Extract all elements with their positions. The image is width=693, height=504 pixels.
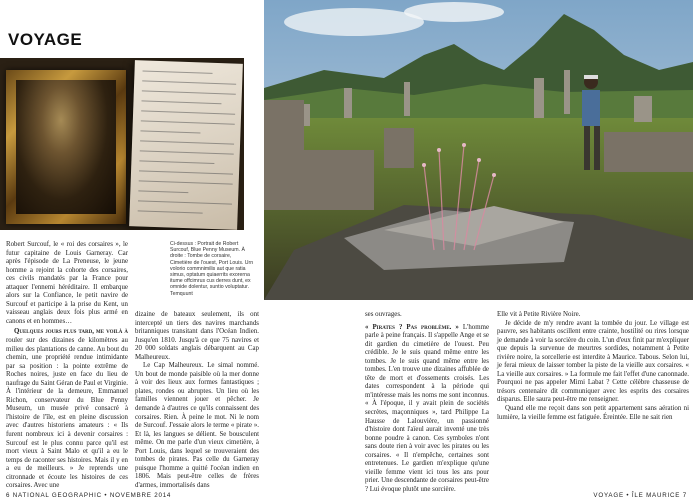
- photo-caption: Ci-dessus : Portrait de Robert Surcouf, Blue Penny Museum. À droite : Tombe de corsaire, Cimetière de l'ouest, Port Louis. Urn volorio commnimilis aut que ratia simus, optatum quiaerrits exorerna itume offcimrus cus derres dunt, ex omnide dolentur, suntio voluptatur. Temquunt: [170, 241, 254, 297]
- paragraph: [6, 328, 128, 490]
- section-title: VOYAGE: [8, 30, 83, 49]
- gilded-frame: [6, 70, 126, 224]
- handwritten-document: [129, 60, 243, 230]
- paragraph: Le Cap Malheureux. Le simal nommé. Un bout de monde paisible où la mer donne à voir des lieux aux formes fantastiques ; plates, rondes ou abruptes. Un lieu où les familles viennent jouer et pêcher. Je demande à d'autres ce qu'ils connaissent des corsaires. Rien. À peine le mot. Ni le nom de Surcouf. J'essaie alors le terme « pirate ». Et là, les langues se délient. Se bousculent même. On me parle d'un vieux cimetière, à Port Louis, dans lequel se trouveraient des tombes de pirates. Pas celle du Garneray puisque l'homme a quitté l'océan indien en 1806. Mais peut-être celles de frères d'armes, immortalisés dans: [135, 362, 259, 489]
- lede: « Pirates ? Pas problème. »: [365, 323, 459, 331]
- text-column-3: [365, 311, 489, 494]
- paragraph: [365, 324, 489, 495]
- paragraph: Quand elle me reçoit dans son petit appartement sans aération ni lumière, la vieille femme est fatiguée. Éreintée. Elle ne sait rien: [497, 405, 689, 421]
- portrait-photo: [0, 58, 244, 230]
- surcouf-portrait: [16, 80, 116, 214]
- paragraph: Elle vit à Petite Rivière Noire.: [497, 311, 581, 318]
- paragraph: Je décide de m'y rendre avant la tombée du jour. Le village est pauvre, ses habitants oscillent entre crainte, hostilité ou rires lorsque je demande à voir la sorcière du coin. L'un d'eux finit par m'expliquer que depuis la survenue de meurtres sordides, notamment à Petite rivière noire, la sorcellerie est interdite à Maurice. Tabous. Selon lui, je ferai mieux de laisser tomber la piste de la vieille aux corsaires. « La vieille aux corsaires. » La formule me fait l'effet d'une canonnade. Pourquoi ne pas appeler Mimi Labat ? Cette célèbre chasseuse de trésors centenaire dit communiquer avec les esprits des corsaires disparus. Elle saura peut-être me renseigner.: [497, 319, 689, 404]
- cemetery-photo: [264, 0, 693, 300]
- paragraph-text: L'homme parle à peine français. Il s'appelle Ange et se dit gardien du cimetière de l'ouest. Peu crédible. Je le suis quand même entre les tombes. Je le suis quand même entre les tombes. L'en trouve une dizaines affublée de tête de mort et d'ossements croisés. Les dates correspondent à la période qui m'intéresse mais les noms me sont inconnus. « À l'époque, il y avait plein de sociétés secrètes, maçonniques », tard Philippe La Hausse de Lalouvière, un passionné d'histoire dont l'aïeul aurait inventé une très bonne poudre à canon. Ces symboles n'ont sans doute rien à voir avec les pirates ou les corsaires. « Il n'empêche, certaines sont entretenues. Le gardien m'explique qu'une vieille femme vient ici tous les ans pour prier. Une descendante de corsaires peut-être ? Lui évoque plutôt une sorcière.: [365, 323, 490, 493]
- paragraph: dizaine de bateaux seulement, ils ont intercepté un tiers des navires marchands britanniques transitant dans l'Océan Indien. Jusqu'en 1810. Jusqu'à ce que 75 navires et 20 000 soldats anglais débarquent au Cap Malheureux.: [135, 311, 259, 361]
- text-column-2: [135, 311, 259, 490]
- folio-right: VOYAGE • ÎLE MAURICE 7: [593, 492, 687, 499]
- lede: Quelques jours plus tard, me voilà à: [14, 328, 128, 336]
- paragraph-text: rouler sur des dizaines de kilomètres au milieu des plantations de canne. Au bout du chemin, une propriété rendue intimidante par sa position : la pointe extrême de Roches noires, juste en face du lieu de naufrage du Saint Géran de Paul et Virginie. À l'intérieur de la demeure, Emmanuel Richon, conservateur du Blue Penny Museum, un musée privé consacré à l'histoire de l'île, est en pleine discussion avec d'autres historiens amateurs : « Ils furent nombreux ici à devenir corsaires : Surcouf est le plus connu parce qu'il est mort vieux à Saint Malo et qu'il a eu le temps de raconter ses histoires. Mais il y en a eu de meilleurs. » Je reprends une citronnade et écoute les histoires de ces corsaires. Avec une: [6, 337, 128, 490]
- paragraph: ses ouvrages.: [365, 311, 402, 318]
- text-column-1: [6, 241, 128, 491]
- text-column-4: [497, 311, 689, 422]
- paragraph: Robert Surcouf, le « roi des corsaires », le futur capitaine de Louis Garneray. Car après l'épisode de La Preneuse, le jeune homme a rejoint la cohorte des corsaires, ces civils mandatés par la France pour attaquer l'ennemi héréditaire. Il embarque alors sur la Confiance, le petit navire de Surcouf et participe à la prise du Kent, un vaisseau anglais deux fois plus armé en canons et en hommes…: [6, 241, 128, 325]
- folio-left: 6 NATIONAL GEOGRAPHIC • NOVEMBRE 2014: [6, 492, 172, 499]
- cemetery-scene: [264, 0, 693, 300]
